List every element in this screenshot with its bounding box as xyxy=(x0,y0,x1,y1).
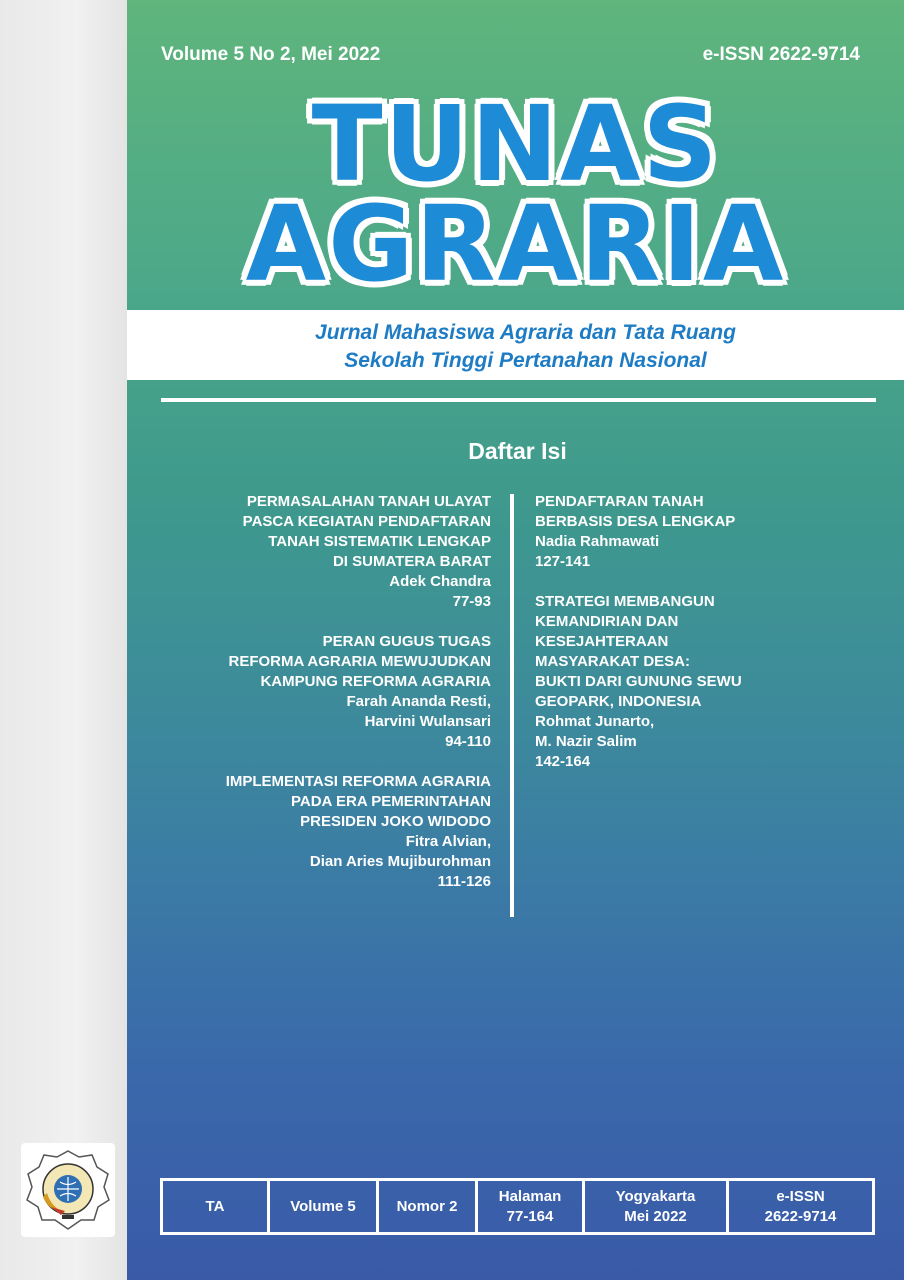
journal-title-line1: TUNAS xyxy=(311,83,720,205)
cell-text: Mei 2022 xyxy=(624,1207,687,1225)
toc-line: PRESIDEN JOKO WIDODO xyxy=(300,813,491,830)
cell-text: 77-164 xyxy=(506,1207,554,1225)
toc-entry xyxy=(160,632,491,752)
toc-line: IMPLEMENTASI REFORMA AGRARIA xyxy=(225,773,491,790)
issue-info-table xyxy=(160,1178,875,1235)
subtitle-line2: Sekolah Tinggi Pertanahan Nasional xyxy=(344,349,707,372)
cell-text: 2622-9714 xyxy=(764,1207,837,1225)
toc-left-column xyxy=(160,492,491,912)
cell-volume xyxy=(270,1181,379,1232)
subtitle-line1: Jurnal Mahasiswa Agraria dan Tata Ruang xyxy=(315,321,736,344)
cell-number xyxy=(379,1181,478,1232)
toc-line: PASCA KEGIATAN PENDAFTARAN xyxy=(242,513,491,530)
toc-line: PENDAFTARAN TANAH xyxy=(535,493,704,510)
toc-author: Rohmat Junarto, xyxy=(535,713,655,730)
toc-line: BUKTI DARI GUNUNG SEWU xyxy=(535,673,742,690)
toc-line: MASYARAKAT DESA: xyxy=(535,653,691,670)
toc-entry xyxy=(160,492,491,612)
horizontal-rule xyxy=(161,398,876,402)
journal-title-line2: AGRARIA xyxy=(245,183,786,305)
toc-line: KEMANDIRIAN DAN xyxy=(535,613,679,630)
issn-label: e-ISSN 2622-9714 xyxy=(702,44,860,65)
toc-author: Harvini Wulansari xyxy=(364,713,491,730)
institution-logo xyxy=(21,1143,115,1237)
cell-journal-abbr xyxy=(163,1181,270,1232)
toc-entry xyxy=(535,592,835,772)
cell-text: Halaman xyxy=(498,1187,562,1205)
cell-text: Yogyakarta xyxy=(615,1187,696,1205)
spine xyxy=(0,0,127,1280)
toc-line: PERMASALAHAN TANAH ULAYAT xyxy=(246,493,491,510)
toc-author: Dian Aries Mujiburohman xyxy=(309,853,491,870)
toc-pages: 111-126 xyxy=(437,873,491,890)
toc-author: Nadia Rahmawati xyxy=(535,533,660,550)
toc-line: GEOPARK, INDONESIA xyxy=(535,693,702,710)
toc-entry xyxy=(535,492,835,572)
toc-line: DI SUMATERA BARAT xyxy=(332,553,491,570)
toc-pages: 142-164 xyxy=(535,753,591,770)
toc-line: REFORMA AGRARIA MEWUJUDKAN xyxy=(228,653,491,670)
toc-author: Fitra Alvian, xyxy=(405,833,491,850)
toc-heading: Daftar Isi xyxy=(468,438,567,464)
toc-pages: 94-110 xyxy=(445,733,491,750)
toc-author: Farah Ananda Resti, xyxy=(346,693,491,710)
cell-text: Nomor 2 xyxy=(396,1197,458,1215)
toc-pages: 77-93 xyxy=(452,593,491,610)
toc-divider xyxy=(510,494,514,917)
cell-text: TA xyxy=(205,1197,225,1215)
toc-line: STRATEGI MEMBANGUN xyxy=(535,593,715,610)
toc-line: PERAN GUGUS TUGAS xyxy=(322,633,491,650)
toc-entry xyxy=(160,772,491,892)
cell-text: Volume 5 xyxy=(290,1197,356,1215)
toc-line: KAMPUNG REFORMA AGRARIA xyxy=(260,673,491,690)
cell-issn xyxy=(729,1181,872,1232)
toc-line: KESEJAHTERAAN xyxy=(535,633,669,650)
toc-line: TANAH SISTEMATIK LENGKAP xyxy=(268,533,491,550)
cell-pages xyxy=(478,1181,585,1232)
toc-line: PADA ERA PEMERINTAHAN xyxy=(290,793,491,810)
toc-pages: 127-141 xyxy=(535,553,591,570)
cell-text: e-ISSN xyxy=(776,1187,825,1205)
cell-place-date xyxy=(585,1181,729,1232)
toc-right-column xyxy=(535,492,835,792)
toc-author: M. Nazir Salim xyxy=(535,733,637,750)
logo-emblem-icon xyxy=(21,1143,115,1237)
issue-label: Volume 5 No 2, Mei 2022 xyxy=(161,44,381,65)
toc-line: BERBASIS DESA LENGKAP xyxy=(535,513,736,530)
toc-author: Adek Chandra xyxy=(389,573,491,590)
